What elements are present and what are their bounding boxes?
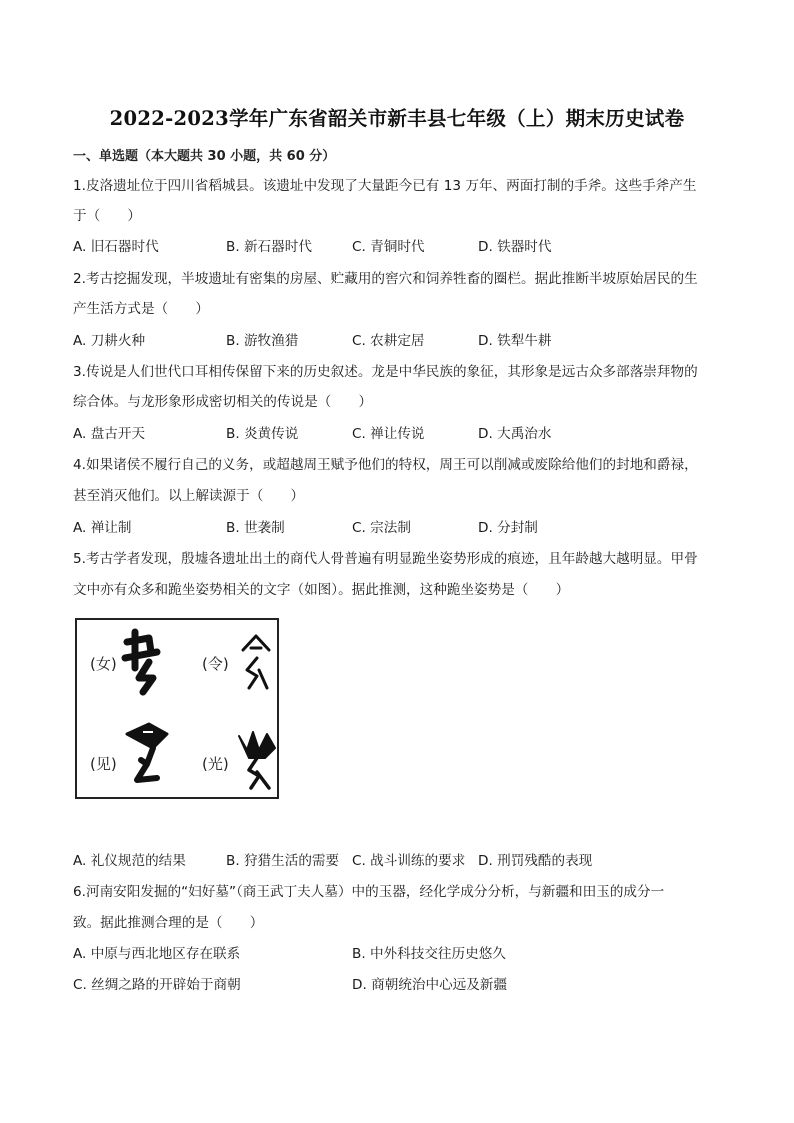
section-heading: 一、单选题（本大题共 30 小题，共 60 分） — [73, 149, 336, 164]
oracle-glyph-jian-icon — [123, 720, 173, 792]
q6-option-c: C. 丝绸之路的开辟始于商朝 — [73, 977, 241, 993]
q5-option-d: D. 刑罚残酷的表现 — [478, 853, 593, 869]
q1-option-a: A. 旧石器时代 — [73, 239, 159, 255]
q3-stem-line-1: 3.传说是人们世代口耳相传保留下来的历史叙述。龙是中华民族的象征，其形象是远古众多部落崇拜物的 — [73, 364, 698, 380]
q5-option-a: A. 礼仪规范的结果 — [73, 853, 186, 869]
q1-option-b: B. 新石器时代 — [226, 239, 312, 255]
q6-option-d: D. 商朝统治中心远及新疆 — [352, 977, 508, 993]
q4-option-c: C. 宗法制 — [352, 520, 411, 536]
q5-stem-line-1: 5.考古学者发现，殷墟各遗址出土的商代人骨普遍有明显跪坐姿势形成的痕迹，且年龄越大越明显。甲骨 — [73, 551, 698, 567]
q2-stem-line-2: 产生活方式是（ ） — [73, 301, 209, 317]
q6-stem-line-1: 6.河南安阳发掘的“妇好墓”（商王武丁夫人墓）中的玉器，经化学成分分析，与新疆和田玉的成分一 — [73, 884, 665, 900]
figure-label-jian: (见) — [90, 755, 117, 773]
oracle-glyph-nv-icon — [121, 628, 169, 696]
q4-stem-line-1: 4.如果诸侯不履行自己的义务，或超越周王赋予他们的特权，周王可以削减或废除给他们的封地和爵禄， — [73, 457, 698, 473]
q2-stem-line-1: 2.考古挖掘发现，半坡遗址有密集的房屋、贮藏用的窖穴和饲养牲畜的圈栏。据此推断半坡原始居民的生 — [73, 271, 698, 287]
q3-option-c: C. 禅让传说 — [352, 426, 425, 442]
q3-option-b: B. 炎黄传说 — [226, 426, 299, 442]
q2-option-c: C. 农耕定居 — [352, 333, 425, 349]
q5-option-b: B. 狩猎生活的需要 — [226, 853, 340, 869]
q5-stem-line-2: 文中亦有众多和跪坐姿势相关的文字（如图）。据此推测，这种跪坐姿势是（ ） — [73, 582, 570, 598]
q4-option-b: B. 世袭制 — [226, 520, 285, 536]
q1-stem-line-2: 于（ ） — [73, 208, 141, 224]
figure-label-ling: (令) — [202, 655, 229, 673]
q1-option-d: D. 铁器时代 — [478, 239, 552, 255]
q4-option-d: D. 分封制 — [478, 520, 538, 536]
q6-option-b: B. 中外科技交往历史悠久 — [352, 946, 506, 962]
oracle-glyph-ling-icon — [237, 630, 275, 694]
q5-option-c: C. 战斗训练的要求 — [352, 853, 466, 869]
q3-stem-line-2: 综合体。与龙形象形成密切相关的传说是（ ） — [73, 394, 373, 410]
oracle-bone-figure — [75, 618, 279, 799]
q2-option-d: D. 铁犁牛耕 — [478, 333, 552, 349]
q6-stem-line-2: 致。据此推测合理的是（ ） — [73, 915, 264, 931]
q1-stem-line-1: 1.皮洛遗址位于四川省稻城县。该遗址中发现了大量距今已有 13 万年、两面打制的手斧。这些手斧产生 — [73, 178, 697, 194]
q2-option-b: B. 游牧渔猎 — [226, 333, 299, 349]
q3-option-a: A. 盘古开天 — [73, 426, 146, 442]
q4-stem-line-2: 甚至消灭他们。以上解读源于（ ） — [73, 488, 305, 504]
q3-option-d: D. 大禹治水 — [478, 426, 552, 442]
q2-option-a: A. 刀耕火种 — [73, 333, 146, 349]
q1-option-c: C. 青铜时代 — [352, 239, 425, 255]
figure-label-nv: (女) — [90, 655, 117, 673]
figure-label-guang: (光) — [202, 755, 229, 773]
oracle-glyph-guang-icon — [235, 728, 279, 792]
exam-title: 2022-2023学年广东省韶关市新丰县七年级（上）期末历史试卷 — [109, 107, 685, 130]
q4-option-a: A. 禅让制 — [73, 520, 132, 536]
q6-option-a: A. 中原与西北地区存在联系 — [73, 946, 241, 962]
